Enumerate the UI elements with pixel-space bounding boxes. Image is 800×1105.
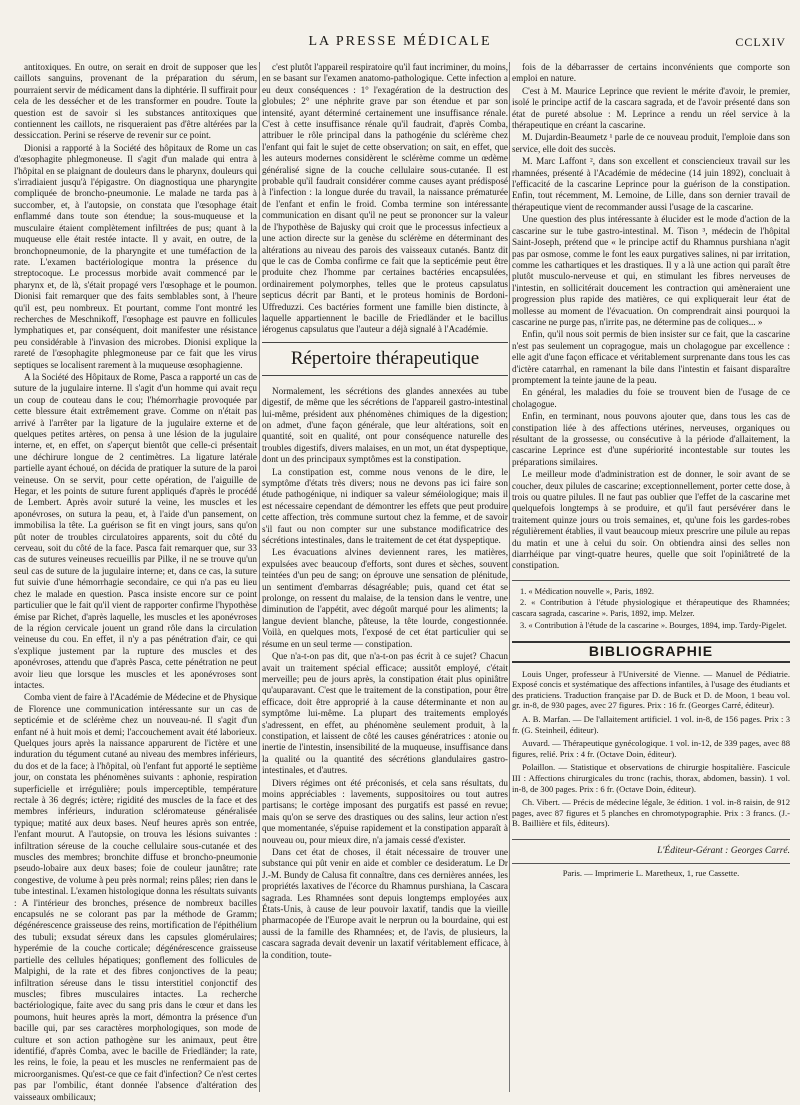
section-title-bibliographie: BIBLIOGRAPHIE [512,641,790,662]
paragraph: Dionisi a rapporté à la Société des hôpitaux de Rome un cas d'œsophagite phlegmoneuse. Il s'agit d'un malade qui entra à l'hôpital en se plaignant de douleurs dans le pharynx, douleurs qui s'irradiaient jusqu'à l'épigastre. On diagnostiqua une pharyngite compliquée de broncho-pneumonie. Le malade ne tarda pas à succomber, et, à l'autopsie, on constata que l'œsophage était enflammé dans toute son étendue; la sous-muqueuse et la musculaire étaient complètement infiltrées de pus; quant à la muqueuse elle était restée intacte. Il y avait, en outre, de la bronchopneumonie, de la pharyngite et une tuméfaction de la rate. L'examen bactériologique montra la présence du streptocoque. Le processus morbide avait commencé par le pharynx et, de là, s'était propagé vers l'œsophage et le poumon. Dionisi fait remarquer que des faits semblables sont, à l'heure qu'il est, peu nombreux. Et pourtant, comme l'ont montré les recherches de Meschnikoff, l'œsophage est pauvre en follicules lymphatiques et, par conséquent, doit manifester une résistance peu considérable à l'invasion des microbes. Dionisi explique la rareté de l'œsophagite phlegmoneuse par ce fait que les virus septiques se localisent rarement à la muqueuse œsophagienne. [14,142,257,370]
paragraph: La constipation est, comme nous venons de le dire, le symptôme d'états très divers; nous ne devons pas ici faire son étude pathogénique, ni indiquer sa valeur séméiologique; mais il est nécessaire cependant de démontrer les effets que peut produire cette affection, très commune surtout chez la femme, et de savoir s'il faut ou non compter sur une substance modificatrice des sécrétions intestinales, dans le traitement de cet état dyspeptique. [262,466,508,546]
footnote: 1. « Médication nouvelle », Paris, 1892. [520,586,654,596]
paragraph: fois de la débarrasser de certains inconvénients que comporte son emploi en nature. [512,62,790,84]
paragraph: antitoxiques. En outre, on serait en droit de supposer que les caillots sanguins, provenant de la préparation du sérum, pourraient servir de médicament dans la diphtérie. Il suffirait pour cela de les dessécher et de les transformer en poudre. Toute la question est de savoir si les substances antitoxiques que contiennent les caillots, ne risqueraient pas d'être altérées par la dessiccation. Perini se réserve de revenir sur ce point. [14,62,257,141]
page-header [14,34,786,52]
paragraph: C'est à M. Maurice Leprince que revient le mérite d'avoir, le premier, isolé le principe actif de la cascara sagrada, et de l'avoir présenté dans son état de pureté absolue : M. Leprince a rendu un réel service à la thérapeutique en créant la cascarine. [512,85,790,131]
column-divider [259,62,260,1092]
paragraph: Enfin, en terminant, nous pouvons ajouter que, dans tous les cas de constipation liée à des affections utérines, nerveuses, organiques ou résultant de la grossesse, ou consécutive à la période d'allaitement, la cascarine Leprince est d'une supériorité incontestable sur toutes les préparations similaires. [512,411,790,467]
paragraph: Normalement, les sécrétions des glandes annexées au tube digestif, de même que les sécrétions de l'appareil gastro-intestinal lui-même, président aux phénomènes chimiques de la digestion; on admet, d'une façon générale, que leur altérations, soit en quantité, soit en qualité, ont pour conséquence naturelle des troubles digestifs, divers malaises, en un mot, un état dyspeptique, dont un des principaux symptômes est la constipation. [262,385,508,465]
paragraph: Enfin, qu'il nous soit permis de bien insister sur ce fait, que la cascarine n'est pas seulement un copragogue, mais un cholagogue par excellence : elle agit d'une façon efficace et véritablement surprenante dans tous les cas d'ictère catarrhal, en ramenant la bile dans l'intestin et faisant disparaître promptement la teinte jaune de la peau. [512,329,790,385]
paragraph: c'est plutôt l'appareil respiratoire qu'il faut incriminer, du moins, en se basant sur l'examen anatomo-pathologique. Cette infection a eu deux conséquences : 1° l'exagération de la destruction des globules; 2° une néphrite grave par son étendue et par son intensité, ayant déterminé certainement une insuffisance rénale. C'est à cette insuffisance rénale qu'il faudrait, d'après Comba, attribuer le rôle principal dans la pathogénie du sclérème chez l'enfant qui fait le sujet de cette observation; on sait, en effet, que les auteurs modernes considèrent le sclérème comme un œdème généralisé signe de la couche cellulaire sous-cutanée. Il est probable qu'il faudrait considérer comme causes ayant prédisposé à l'infection : la longue durée du travail, la naissance prématurée de l'enfant et enfin le froid. Comba termine son intéressante communication en disant qu'il ne peut se prononcer sur la valeur de l'hypothèse de Bajusky qui croit que le processus infectieux a une action directe sur la genèse du sclérème en déterminant des altérations au niveau des parois des vaisseaux cutanés. Bantz dit que le cas de Comba confirme ce fait que la septicémie peut être produite chez l'homme par certaines bactéries encapsulées, ordinairement polymorphes, telles que le proteus capsulatus septicus décrit par Banti, et le proteus hominis de Bordoni-Uffreduzzi. Ces bactéries forment une famille bien distincte, à laquelle appartiennent le bacille de Friedländer et le bacillus iérogenus capsulatus que l'auteur a déjà signalé à l'Académie. [262,62,508,335]
bibliography-entry: Polaillon. — Statistique et observations de chirurgie hospitalière. Fascicule III : Affections chirurgicales du tronc (rachis, thorax, abdomen, bassin). 1 vol. in-8, de 300 pages. Prix : 6 fr. (Octave Doin, éditeur). [512,762,790,794]
bibliography-list [512,669,790,829]
section-title-repertoire: Répertoire thérapeutique [262,342,508,376]
paragraph: Comba vient de faire à l'Académie de Médecine et de Physique de Florence une communication intéressante sur un cas de septicémie et de sclérème chez un nouveau-né. Il s'agit d'un enfant né à huit mois et demi; l'accouchement avait été laborieux. Quelques jours après la naissance apparurent de l'ictère et une induration du tégument cutané au niveau des membres inférieurs, du dos et de la face; à l'hôpital, où l'enfant fut apporté le septième jour, on constata les phénomènes suivants : aphonie, respiration superficielle et irrégulière; pouls imperceptible, température rectale à 36 degrés; ictère; rigidité des muscles de la face et des membres inférieurs, induration scléromateuse généralisée typique; matité aux deux bases. Neuf heures après son entrée, l'enfant mourut. A l'autopsie, on trouva les lésions suivantes : infiltration séreuse de la couche cellulaire sous-cutanée et des muscles des membres; bronchite diffuse et broncho-pneumonie pseudo-lobaire aux deux bases; foie de couleur jaunâtre; rate congestive, de volume à peu près normal; reins pâles; rien dans le tube intestinal. L'examen histologique donna les résultats suivants : A l'intérieur des bronches, présence de nombreux bacilles encapsulés ne se colorant pas par la méthode de Gramm; dégénérescence graisseuse des reins, mortification de l'épithélium des tubuli; exsudat séreux dans les capsules glomérulaires; hyperémie de la couche corticale; dégénérescence graisseuse partielle des cellules hépatiques; gonflement des follicules de Malpighi, de la rate et des fibres conjonctives de la peau; infiltration séreuse dans le tissu interstitiel conjonctif des muscles; fibres musculaires intactes. La recherche bactériologique, faite avec du sang pris dans le cœur et dans les poumons, huit heures après la mort, démontra la présence d'un bacille qui, par ses caractères morphologiques, son mode de culture et son action pathogène sur les animaux, peut être identifié, d'après Comba, avec le bacille de Friedländer; la rate, les reins, le foie, la peau et les muscles ne renfermaient pas de microorganismes. Qu'est-ce que ce fait d'infection? Ce n'est certes pas par l'ombilic, étant donnée l'absence d'altération des vaisseaux ombilicaux; [14,692,257,1102]
page-number: CCLXIV [735,35,786,49]
bibliography-entry: Ch. Vibert. — Précis de médecine légale, 3e édition. 1 vol. in-8 raisin, de 912 pages, avec 87 figures et 5 planches en chromotypographie. Prix : 3 francs. (J.-B. Baillière et fils, éditeurs). [512,797,790,829]
paragraph: Que n'a-t-on pas dit, que n'a-t-on pas écrit à ce sujet? Chacun avait un traitement spécial efficace; aussitôt employé, c'était merveille; peu de jours après, la constipation était plus opiniâtre qu'auparavant. C'est que le traitement de la constipation, pour être efficace, doit être approprié à la cause déterminante et non au symptôme lui-même. La plupart des traitements employés s'adressent, en effet, au phénomène seulement produit, à la constipation, et laissent de côté les causes génératrices : atonie ou inertie de l'intestin, insensibilité de la muqueuse, insuffisance dans la qualité ou la quantité des sécrétions glandulaires gastro-intestinales, et d'autres. [262,651,508,776]
footnote: 3. « Contribution à l'étude de la cascarine ». Bourges, 1894, imp. Tardy-Pigelet. [520,620,787,630]
column-middle [262,62,508,1092]
footnotes [512,580,790,631]
journal-title: LA PRESSE MÉDICALE [308,34,492,49]
paragraph: Dans cet état de choses, il était nécessaire de trouver une substance qui pût venir en aide et combler ce desideratum. Le Dr J.-M. Bundy de Calusa fit connaître, dans ces dernières années, les propriétés laxatives de l'écorce du Rhamnus purshiana, la Cascara sagrada. Les Rhamnées sont depuis longtemps employées aux États-Unis, à cause de leur pouvoir laxatif, tandis que la vieille pharmacopée de l'Europe avait le nerprun ou la bourdaine, qui est aussi de la famille des Rhamnées; et, de l'avis, de plusieurs, la cascara sagrada devait devenir un laxatif véritablement efficace, à la condition, toute- [262,847,508,960]
paragraph: Les évacuations alvines deviennent rares, les matières, expulsées avec beaucoup d'efforts, sont dures et sèches, souvent teintées d'un peu de sang; on éprouve une sensation de plénitude, un sentiment d'embarras désagréable; puis, quand cet état se prolonge, on ressent du malaise, de la tension dans le ventre, une diminution de l'appétit, avec dégoût marqué pour les aliments; la langue devient blanche, pâteuse, la tête lourde, congestionnée. Voilà, en quelques mots, l'exposé de cet état particulier qui se résume en un seul terme — constipation. [262,547,508,649]
printer-imprint: Paris. — Imprimerie L. Maretheux, 1, rue Cassette. [512,863,790,879]
bibliography-entry: Auvard. — Thérapeutique gynécologique. 1 vol. in-12, de 339 pages, avec 88 figures, relié. Prix : 4 fr. (Octave Doin, éditeur). [512,738,790,759]
footnote: 2. « Contribution à l'étude physiologique et thérapeutique des Rhamnées; cascara sagrada, cascarine ». Paris, 1892, imp. Melzer. [512,598,790,619]
paragraph: Une question des plus intéressante à élucider est le mode d'action de la cascarine sur le tube gastro-intestinal. M. Tison ³, médecin de l'hôpital Saint-Joseph, prétend que « le principe actif du Rhamnus purshiana n'agit pas par osmose, comme le font les eaux purgatives salines, ni par irritation, comme les cathartiques et les drastiques. Il y a là une action qui paraît être plutôt musculo-nerveuse et qui, en stimulant les fibres nerveuses de l'intestin, en sollicitérait doucement les contraction qui amèneraient une progression plus rapide des matières, ce qui expliquerait leur état de mollesse au moment de l'évacuation. On comprendrait ainsi pourquoi la cascarine ne purge pas, n'irrite pas, ne détermine pas de coliques... » [512,214,790,327]
paragraph: Le meilleur mode d'administration est de donner, le soir avant de se coucher, deux pilules de cascarine; exceptionnellement, porter cette dose, à trois ou quatre pilules. Il ne faut pas oublier que l'effet de la cascarine met quelquefois longtemps à se produire, et qu'il faut persévérer dans le traitement quinze jours ou trois semaines, et, qu'une fois les gardes-robes régulièrement établies, il vaut beaucoup mieux prescrire une pilule au repas du matin et une à celui du soir. On obtiendra ainsi des selles non diarrhéique par vingt-quatre heures, quelle que soit l'opiniâtreté de la constipation. [512,469,790,571]
column-divider [509,62,510,1092]
paragraph: A la Société des Hôpitaux de Rome, Pasca a rapporté un cas de suture de la jugulaire interne. Il s'agit d'un homme qui avait reçu un coup de couteau dans le cou; l'hémorrhagie provoquée par cette blessure était extrêmement grave. Comme on n'était pas arrivé à l'arrêter par la ligature de la jugulaire externe et de quelques petites artères, on pensa à une lésion de la jugulaire interne, et, en effet, on s'aperçut bientôt que celle-ci présentait une déchirure longue de 2 centimètres. La ligature latérale partielle ayant échoué, on décida de pratiquer la suture de la paroi veineuse. On se servit, pour cette opération, de l'aiguille de Hegar, et les points de suture furent appliqués d'après le procédé de Lembert. Après avoir suturé la veine, les muscles et les aponévroses, on sutura la peau, et, à l'aide d'un pansement, on immobilisa la tête. La guérison se fit en vingt jours, sans qu'on pût noter de troubles circulatoires apparents, soit du côté du cerveau, soit du côté de la face. Pasca fait remarquer que, sur 33 cas de sutures veineuses recueillis par Pilke, il ne se trouve qu'un seul cas de suture de la jugulaire interne; et, dans ce cas, la suture fut suivie d'une hémorrhagie secondaire, ce qui n'a pas eu lieu chez le malade en question. Pasca insiste encore sur ce point particulier que le fait qu'il vient de rapporter confirme l'hypothèse émise par Richet, d'après laquelle, les muscles et les aponévroses de la région cervicale jouent un grand rôle dans la circulation veineuse du cou. En effet, il n'y a pas pénétration d'air, ce qui s'explique justement par la rupture des muscles et des aponévroses, attendu que d'après Pasca, cette pénétration ne peut avoir lieu que lorsque les muscles et les aponévroses sont intactes. [14,371,257,690]
column-right [512,62,790,1092]
column-left [14,62,257,1102]
bibliography-entry: Louis Unger, professeur à l'Université de Vienne. — Manuel de Pédiatrie. Exposé concis et systématique des affections infantiles, à l'usage des étudiants et des praticiens. Traduction française par D. de Buck et D. de Moon, 1 beau vol. gr. in-8, de 930 pages, avec 27 figures. Prix : 16 fr. (Georges Carré, éditeur). [512,668,790,711]
paragraph: M. Marc Laffont ², dans son excellent et consciencieux travail sur les rhamnées, présenté à l'Académie de médecine (14 juin 1892), concluait à l'efficacité de la cascarine Leprince pour la guérison de la constipation. Enfin, tout récemment, M. Lemoine, de Lille, dans son dernier travail de thérapeutique vient de recommander aussi l'usage de la cascarine. [512,156,790,212]
paragraph: Divers régimes ont été préconisés, et cela sans résultats, du moins appréciables : lavements, suppositoires ou tout autres partisans; le cortège imposant des purgatifs est passé en revue; mais qu'on se serve des drastiques ou des salins, leur action n'est que momentanée, s'épuise rapidement et la constipation apparaît à nouveau ou, pour mieux dire, n'a jamais cessé d'exister. [262,777,508,845]
bibliography-entry: A. B. Marfan. — De l'allaitement artificiel. 1 vol. in-8, de 156 pages. Prix : 3 fr. (G. Steinheil, éditeur). [512,714,790,735]
paragraph: En général, les maladies du foie se trouvent bien de l'usage de ce cholagogue. [512,387,790,409]
paragraph: M. Dujardin-Beaumetz ¹ parle de ce nouveau produit, l'emploie dans son service, elle doit des succès. [512,132,790,154]
editor-signature: L'Éditeur-Gérant : Georges Carré. [512,839,790,857]
